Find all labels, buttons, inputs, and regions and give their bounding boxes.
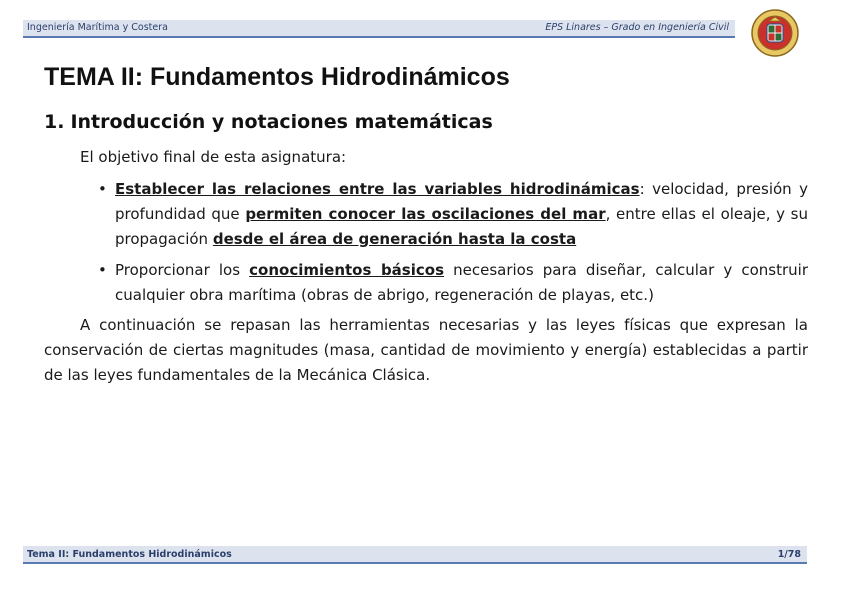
header-school: EPS Linares – Grado en Ingeniería Civil — [545, 22, 729, 33]
page-footer — [23, 546, 807, 564]
body-paragraph: A continuación se repasan las herramientas necesarias y las leyes físicas que expresan la conservación de ciertas magnitudes (masa, cantidad de movimiento y energía) establecidas a partir de las leyes fundamentales de la Mecánica Clásica. — [44, 316, 808, 384]
section-heading — [44, 111, 493, 133]
list-item — [98, 177, 808, 252]
bullet-icon: • — [98, 180, 107, 198]
body-text: : velocidad, presión y profundidad que — [115, 180, 808, 223]
emphasis-text: Establecer las relaciones entre las variables hidrodinámicas — [115, 180, 640, 198]
body-text: necesarios para diseñar, calcular y construir cualquier obra marítima (obras de abrigo, regeneración de playas, etc.) — [115, 261, 808, 304]
body-text: Proporcionar los — [115, 261, 250, 279]
page-number: 1/78 — [777, 549, 801, 560]
page-header — [23, 20, 735, 38]
bullet-icon: • — [98, 261, 107, 279]
objectives-list — [98, 177, 808, 314]
intro-text: El objetivo final de esta asignatura: — [80, 148, 347, 166]
section-title: Introducción y notaciones matemáticas — [70, 111, 493, 133]
header-course: Ingeniería Marítima y Costera — [27, 22, 168, 33]
footer-topic: Tema II: Fundamentos Hidrodinámicos — [27, 549, 232, 560]
emphasis-text: desde el área de generación hasta la costa — [212, 230, 577, 248]
emphasis-text: permiten conocer las oscilaciones del mar — [245, 205, 606, 223]
body-text: , entre ellas el oleaje, y su propagación — [115, 205, 808, 248]
page-title: TEMA II: Fundamentos Hidrodinámicos — [44, 63, 510, 91]
list-item — [98, 258, 808, 308]
university-seal-icon — [751, 9, 799, 57]
section-number: 1. — [44, 111, 65, 133]
emphasis-text: conocimientos básicos — [249, 261, 445, 279]
